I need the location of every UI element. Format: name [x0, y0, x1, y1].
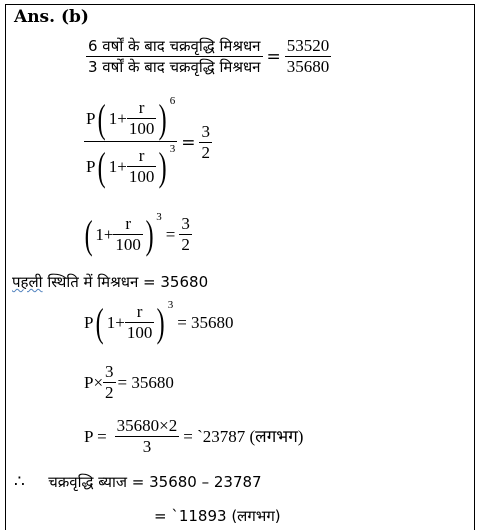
right-paren: ): [145, 211, 154, 257]
step2-rhs-den: 2: [201, 143, 210, 162]
step2-rhs-num: 3: [201, 122, 210, 141]
step2-p-top: P: [86, 108, 96, 128]
step2-r-frac-bottom: [127, 146, 157, 187]
step3-rhs-num: 3: [181, 214, 190, 233]
step8-line: [14, 472, 262, 492]
hundred: 100: [128, 167, 155, 186]
therefore-symbol: ∴: [14, 472, 25, 492]
step2-exp-bottom: 3: [169, 142, 176, 155]
r: r: [125, 214, 131, 233]
step2-oneplus-bottom: 1+: [108, 156, 127, 176]
step1-value-num: 53520: [286, 36, 330, 55]
step1-denominator: 3 वर्षों के बाद चक्रवृद्धि मिश्रधन: [88, 58, 261, 76]
step3-rhs-fraction: [179, 214, 192, 255]
step7-den: 3: [115, 436, 180, 457]
step1-numerator: 6 वर्षों के बाद चक्रवृद्धि मिश्रधन: [88, 37, 261, 55]
step8-text: चक्रवृद्धि ब्याज = 35680 – 23787: [48, 473, 262, 491]
step5-p: P: [84, 312, 94, 332]
step2-big-fraction: [84, 94, 177, 189]
step3-equals: =: [165, 224, 176, 244]
step7-rhs: = `23787 (लगभग): [183, 426, 304, 446]
step5-exp: 3: [167, 298, 174, 311]
step6-equation: [84, 362, 174, 403]
step4-label: पहली: [12, 273, 43, 291]
step3-exp: 3: [156, 210, 162, 223]
step1-value-fraction: [285, 36, 332, 77]
right-paren: ): [159, 95, 168, 141]
step7-num: 35680×2: [116, 416, 178, 435]
step3-equation: [82, 210, 192, 257]
step2-p-bottom: P: [86, 156, 96, 176]
step7-lhs: P =: [84, 426, 107, 446]
left-paren: (: [98, 95, 107, 141]
step6-fraction: [103, 362, 116, 403]
step2-equation: [84, 94, 212, 189]
step4-text: स्थिति में मिश्रधन = 35680: [42, 273, 209, 291]
step6-den: 2: [105, 383, 114, 402]
step2-equals: =: [181, 132, 196, 153]
step2-denominator: [84, 141, 177, 187]
right-paren: ): [159, 143, 168, 189]
step4-line: [12, 272, 208, 292]
left-paren: (: [98, 143, 107, 189]
step7-fraction: [115, 416, 180, 457]
answer-label: Ans. (b): [14, 7, 89, 27]
left-paren: (: [84, 211, 93, 257]
hundred: 100: [126, 323, 153, 342]
r: r: [138, 98, 145, 117]
left-paren: (: [96, 299, 105, 345]
step1-value-den: 35680: [286, 57, 330, 76]
step1-equals: =: [266, 46, 281, 67]
step9-text: = `11893 (लगभग): [154, 507, 281, 525]
step2-exp-top: 6: [169, 94, 176, 107]
step1-equation: [86, 36, 331, 77]
step9-line: [154, 506, 281, 526]
step6-num: 3: [105, 362, 114, 381]
step2-rhs-fraction: [199, 122, 212, 163]
hundred: 100: [115, 235, 141, 254]
step3-r-frac: [113, 214, 143, 255]
step3-rhs-den: 2: [181, 235, 190, 254]
r: r: [136, 302, 143, 321]
step5-oneplus: 1+: [106, 312, 125, 332]
hundred: 100: [128, 119, 155, 138]
step7-equation: [84, 416, 303, 457]
step5-equation: [84, 298, 234, 345]
step5-r-frac: [125, 302, 155, 343]
step1-hindi-fraction: [86, 36, 263, 77]
step6-rhs: = 35680: [117, 372, 174, 392]
step6-lhs: P×: [84, 372, 104, 392]
step2-oneplus-top: 1+: [108, 108, 127, 128]
step2-numerator: [84, 94, 177, 141]
step2-r-frac-top: [127, 98, 157, 139]
step5-rhs: = 35680: [177, 312, 234, 332]
r: r: [138, 146, 145, 165]
step3-oneplus: 1+: [95, 224, 114, 244]
right-paren: ): [157, 299, 166, 345]
